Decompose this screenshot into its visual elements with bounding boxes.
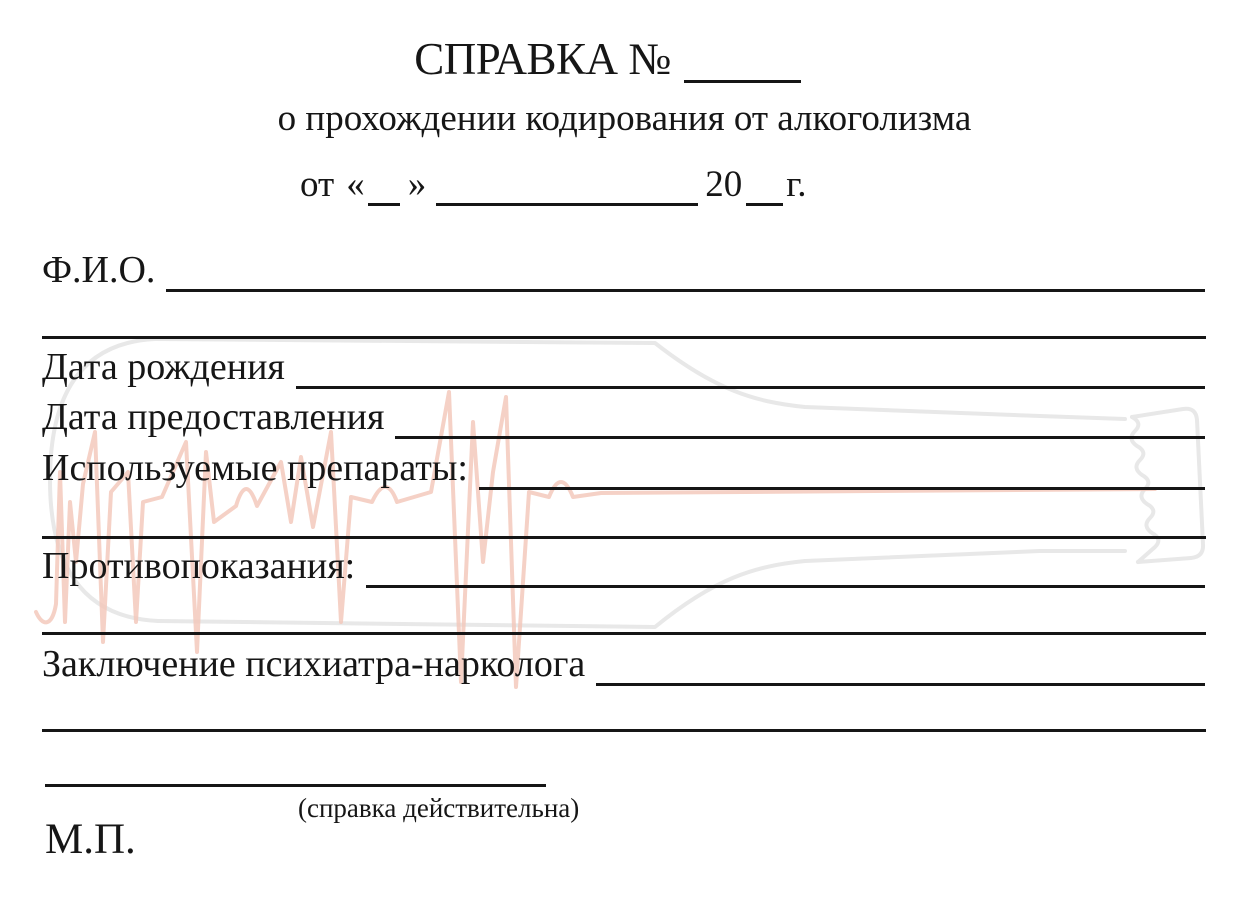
writing-line (42, 336, 1206, 339)
signature-line (45, 784, 546, 787)
writing-line (42, 536, 1206, 539)
field-contraindications-label: Противопоказания: (42, 545, 356, 587)
date-day-blank (368, 192, 400, 206)
field-conclusion-label: Заключение психиатра-нарколога (42, 643, 586, 685)
date-year-blank (746, 192, 783, 206)
field-birth-date-blank (296, 375, 1205, 389)
field-birth-date (42, 346, 1205, 389)
field-drugs-blank (479, 476, 1205, 490)
field-issue-date-blank (395, 425, 1205, 439)
field-birth-date-label: Дата рождения (42, 346, 285, 388)
field-fio-blank (166, 278, 1205, 292)
date-month-blank (436, 192, 698, 206)
validity-note: (справка действительна) (298, 793, 580, 823)
open-quote: « (346, 164, 365, 205)
field-issue-date (42, 396, 1205, 439)
field-issue-date-label: Дата предоставления (42, 396, 385, 438)
writing-line (42, 729, 1206, 732)
date-century: 20 (705, 164, 743, 205)
date-prefix: от (300, 164, 335, 205)
field-drugs (42, 447, 1205, 490)
field-drugs-label: Используемые препараты: (42, 447, 468, 489)
close-quote: » (407, 164, 427, 205)
field-conclusion-blank (596, 672, 1205, 686)
certificate-title: СПРАВКА № (414, 34, 671, 84)
field-fio-label: Ф.И.О. (42, 249, 156, 291)
title-row (0, 36, 1232, 83)
date-year-suffix: г. (786, 164, 807, 205)
certificate-number-blank (684, 67, 801, 83)
date-line (300, 165, 806, 206)
field-fio (42, 249, 1205, 292)
certificate-subtitle: о прохождении кодирования от алкоголизма (277, 98, 972, 139)
field-conclusion (42, 643, 1205, 686)
field-contraindications (42, 545, 1205, 588)
stamp-placeholder: М.П. (45, 816, 136, 863)
writing-line (42, 632, 1206, 635)
field-contraindications-blank (366, 574, 1205, 588)
